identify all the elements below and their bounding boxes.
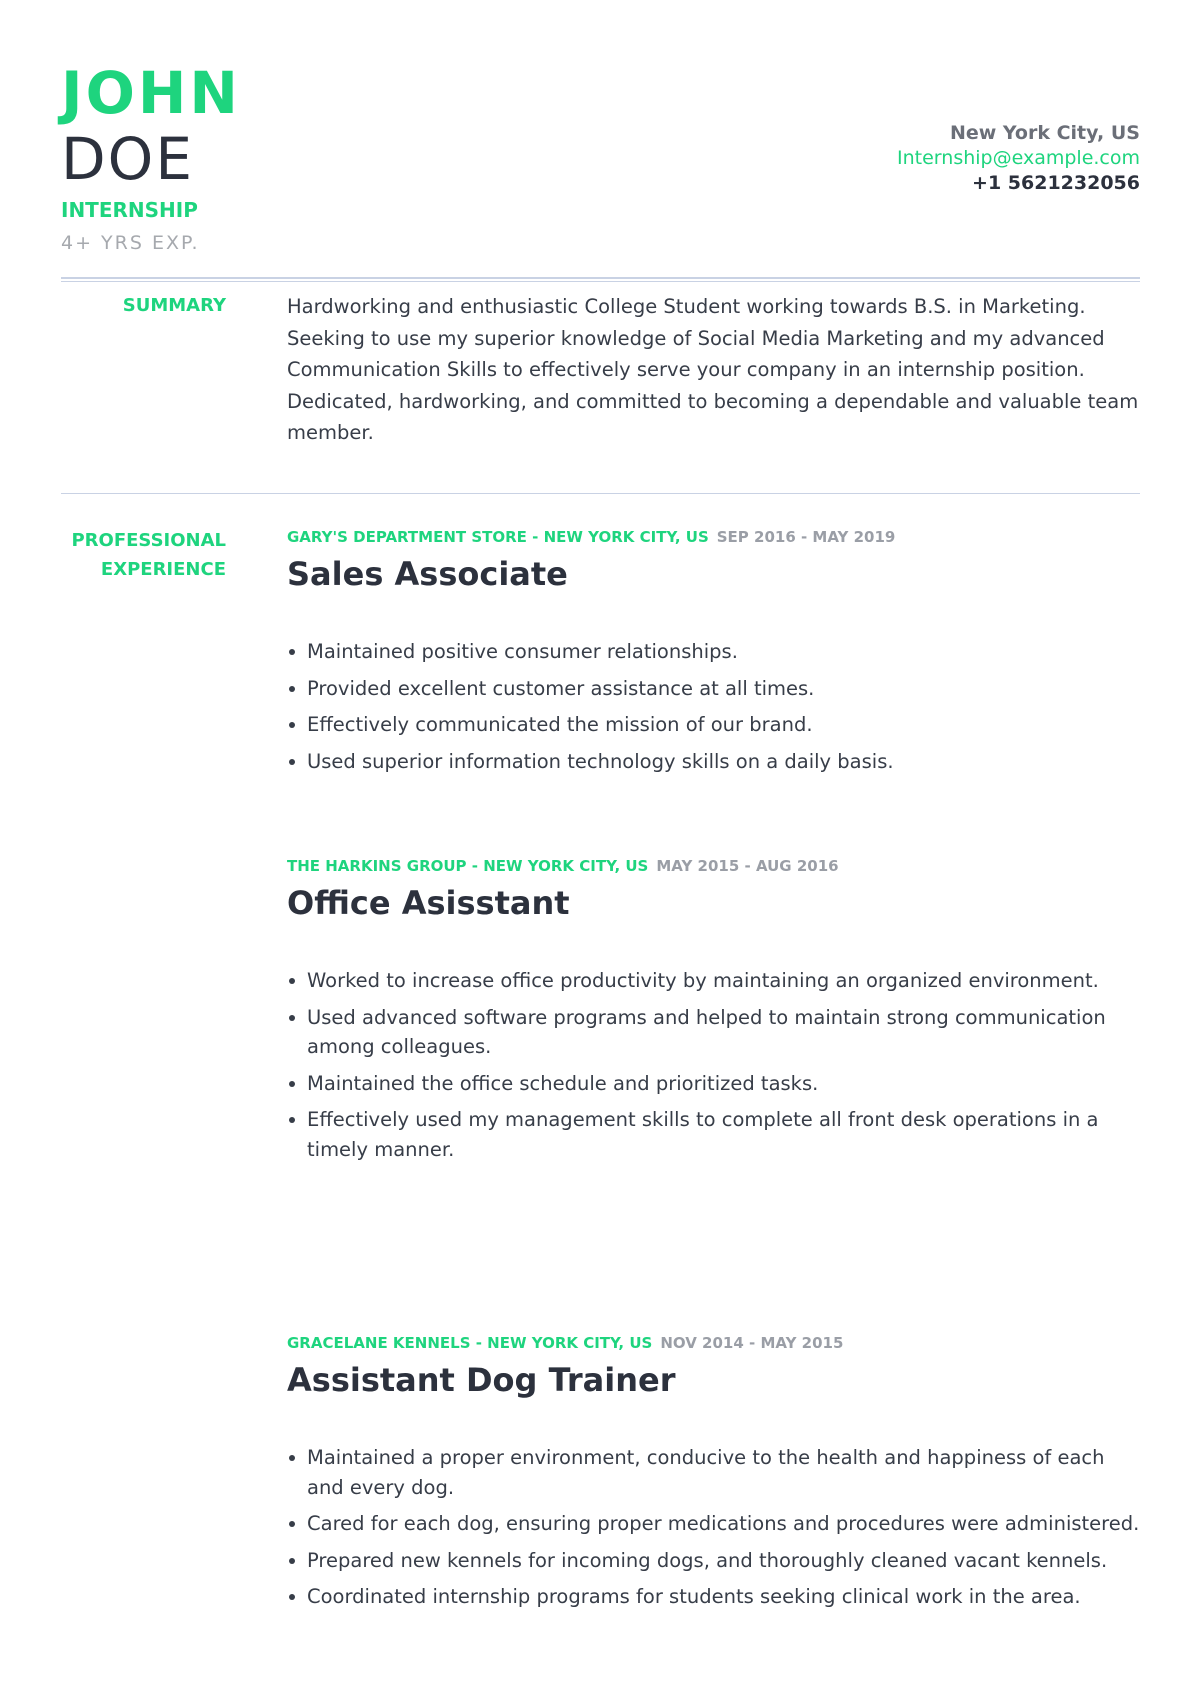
job-role: Sales Associate: [287, 555, 568, 593]
last-name: DOE: [61, 125, 194, 193]
job-bullets: [287, 637, 1140, 776]
job-bullet-text: Provided excellent customer assistance at all times.: [307, 676, 815, 700]
summary-text: Hardworking and enthusiastic College Student working towards B.S. in Marketing. Seeking to use my superior knowledge of Social Media Marketing and my advanced Communication Skills to effectively serve your company in an internship position. Dedicated, hardworking, and committed to becoming a dependable and valuable team member.: [287, 295, 1139, 444]
job-meta: [287, 1333, 1140, 1353]
experience-label-line2: EXPERIENCE: [100, 559, 226, 580]
job-role: Office Asisstant: [287, 884, 570, 922]
bullet-icon: [289, 1594, 295, 1600]
job-bullet-text: Used superior information technology skills on a daily basis.: [307, 749, 894, 773]
job-entry: [287, 527, 1140, 783]
job-entry: [287, 856, 1140, 1171]
job-bullet: [287, 1069, 1140, 1099]
job-company: GRACELANE KENNELS - NEW YORK CITY, US: [287, 1334, 653, 1352]
job-bullet-text: Prepared new kennels for incoming dogs, and thoroughly cleaned vacant kennels.: [307, 1548, 1108, 1572]
job-bullet: [287, 1105, 1140, 1164]
experience-label: [61, 526, 226, 584]
job-bullet: [287, 1582, 1140, 1612]
job-bullet: [287, 637, 1140, 667]
summary-label: SUMMARY: [122, 295, 226, 316]
job-bullet-text: Maintained positive consumer relationships.: [307, 640, 738, 663]
bullet-icon: [289, 1558, 295, 1564]
job-bullet-text: Used advanced software programs and helped to maintain strong communication among colleagues.: [307, 1005, 1106, 1058]
job-company: THE HARKINS GROUP - NEW YORK CITY, US: [287, 857, 649, 875]
contact-location: New York City, US: [949, 122, 1140, 144]
contact-email-link[interactable]: Internship@example.com: [897, 147, 1140, 169]
job-title: INTERNSHIP: [61, 198, 198, 222]
summary-content: [287, 291, 1140, 449]
job-bullet-text: Maintained a proper environment, conducive to the health and happiness of each and every dog.: [307, 1446, 1105, 1499]
job-bullet-text: Cared for each dog, ensuring proper medications and procedures were administered.: [307, 1512, 1140, 1535]
job-bullet: [287, 710, 1140, 740]
header-divider-secondary: [61, 281, 1140, 282]
job-entry: [287, 1333, 1140, 1619]
job-bullet: [287, 1003, 1140, 1062]
job-bullet: [287, 747, 1140, 777]
section-divider: [61, 493, 1140, 494]
bullet-icon: [289, 1081, 295, 1087]
job-bullet: [287, 1443, 1140, 1502]
experience-years: 4+ YRS EXP.: [61, 232, 200, 254]
resume-header: [61, 0, 1140, 285]
job-dates: MAY 2015 - AUG 2016: [656, 857, 839, 875]
job-bullets: [287, 1443, 1140, 1612]
job-bullet: [287, 1509, 1140, 1539]
bullet-icon: [289, 759, 295, 765]
first-name: JOHN: [61, 59, 241, 127]
job-meta: [287, 527, 1140, 547]
experience-label-line1: PROFESSIONAL: [71, 530, 226, 551]
job-bullets: [287, 966, 1140, 1164]
bullet-icon: [289, 722, 295, 728]
job-bullet-text: Effectively used my management skills to complete all front desk operations in a timely manner.: [307, 1108, 1099, 1161]
bullet-icon: [289, 686, 295, 692]
job-bullet-text: Coordinated internship programs for students seeking clinical work in the area.: [307, 1585, 1081, 1608]
bullet-icon: [289, 1015, 295, 1021]
job-meta: [287, 856, 1140, 876]
contact-phone: +1 5621232056: [972, 172, 1140, 194]
job-bullet-text: Effectively communicated the mission of our brand.: [307, 713, 813, 736]
job-dates: SEP 2016 - MAY 2019: [716, 528, 896, 546]
bullet-icon: [289, 649, 295, 655]
job-bullet: [287, 966, 1140, 996]
job-bullet: [287, 1546, 1140, 1576]
job-bullet-text: Worked to increase office productivity by maintaining an organized environment.: [307, 969, 1099, 992]
header-divider: [61, 277, 1140, 279]
job-dates: NOV 2014 - MAY 2015: [660, 1334, 844, 1352]
job-bullet: [287, 674, 1140, 704]
job-company: GARY'S DEPARTMENT STORE - NEW YORK CITY, US: [287, 528, 709, 546]
resume-page: [61, 0, 1140, 1608]
contact-block: [897, 121, 1140, 196]
bullet-icon: [289, 1521, 295, 1527]
bullet-icon: [289, 978, 295, 984]
bullet-icon: [289, 1117, 295, 1123]
job-bullet-text: Maintained the office schedule and prioritized tasks.: [307, 1071, 819, 1095]
bullet-icon: [289, 1455, 295, 1461]
job-role: Assistant Dog Trainer: [287, 1361, 676, 1399]
